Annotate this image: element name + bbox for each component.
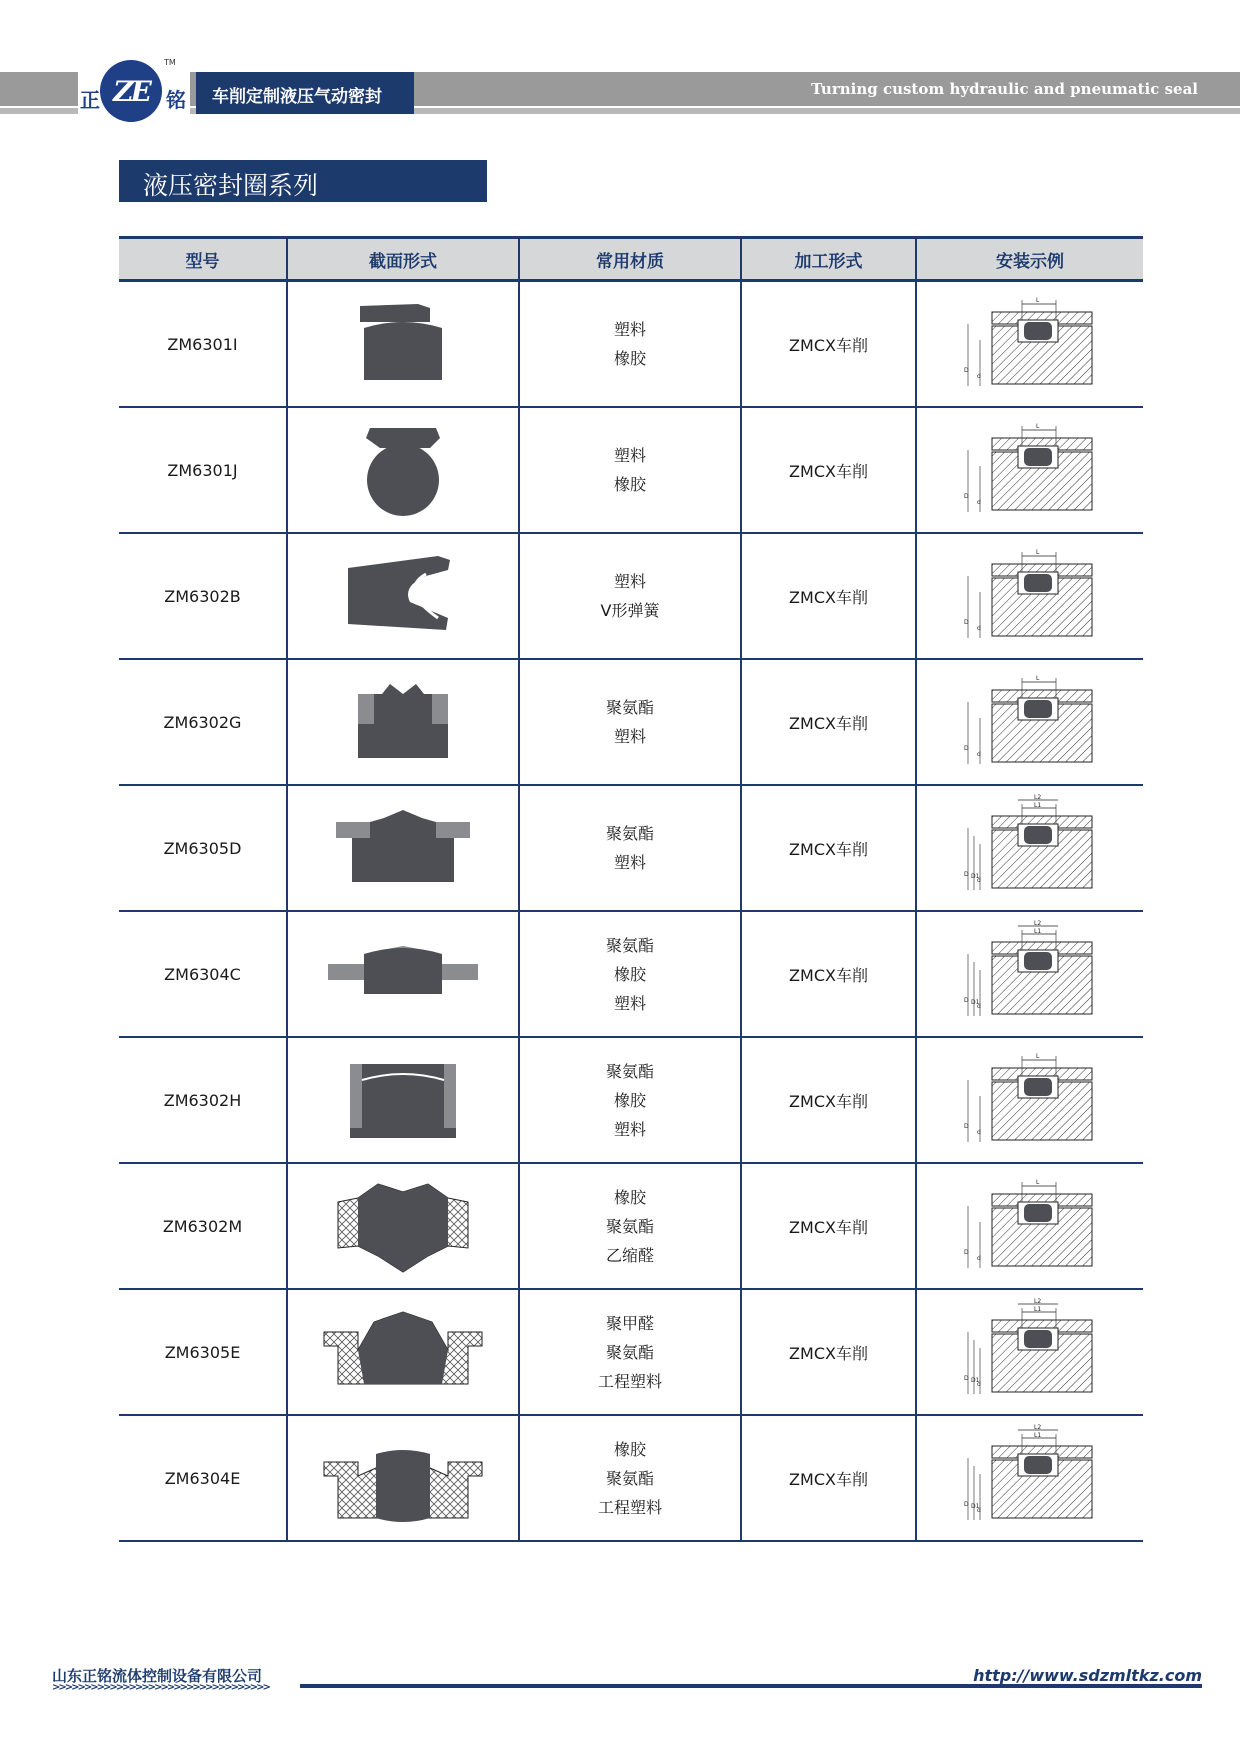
material-item: 塑料: [613, 853, 646, 872]
profile-flanged-crosshatch-icon: [318, 1302, 488, 1402]
install-cell: [916, 281, 1143, 408]
model-cell: ZM6302H: [119, 1037, 287, 1163]
material-item: 聚氨酯: [605, 698, 654, 717]
dimension-label: L1: [1034, 928, 1042, 935]
section-cell: [287, 407, 519, 533]
model-cell: ZM6302G: [119, 659, 287, 785]
profile-wavy-seal-icon: [318, 1428, 488, 1528]
dimension-label: D1: [971, 999, 980, 1006]
dimension-label: D1: [971, 1503, 980, 1510]
process-cell: ZMCX车削: [741, 659, 916, 785]
model-cell: ZM6302B: [119, 533, 287, 659]
process-cell: ZMCX车削: [741, 1037, 916, 1163]
dimension-label: L: [1036, 423, 1040, 430]
dimension-label: L2: [1034, 1298, 1042, 1305]
table-row: [119, 911, 1143, 1037]
dimension-label: d: [977, 1507, 981, 1514]
install-cell: [916, 659, 1143, 785]
footer-chevrons: >>>>>>>>>>>>>>>>>>>>>>>>>>>>>>>>>>: [52, 1682, 269, 1693]
material-item: 塑料: [613, 1119, 646, 1139]
model-cell: ZM6305D: [119, 785, 287, 911]
process-cell: ZMCX车削: [741, 1415, 916, 1541]
material-item: 橡胶: [613, 1090, 646, 1110]
section-cell: [287, 1415, 519, 1541]
install-diagram-icon: [960, 420, 1100, 520]
install-diagram-icon: [960, 1424, 1100, 1528]
install-cell: [916, 911, 1143, 1037]
dimension-label: D: [964, 619, 969, 626]
process-cell: ZMCX车削: [741, 533, 916, 659]
table-row: [119, 1415, 1143, 1541]
install-cell: [916, 1037, 1143, 1163]
section-cell: [287, 785, 519, 911]
profile-flat-flanged-icon: [318, 924, 488, 1024]
material-cell: [519, 911, 741, 1037]
material-item: 塑料: [613, 446, 646, 465]
material-item: 塑料: [613, 727, 646, 746]
material-item: 塑料: [613, 993, 646, 1013]
model-cell: ZM6301J: [119, 407, 287, 533]
dimension-label: L: [1036, 675, 1040, 682]
section-cell: [287, 281, 519, 408]
install-diagram-icon: [960, 294, 1100, 394]
profile-cap-oring-icon: [318, 420, 488, 520]
material-item: 橡胶: [613, 475, 646, 494]
material-cell: [519, 533, 741, 659]
table-row: [119, 281, 1143, 408]
table-header-row: [119, 238, 1143, 281]
dimension-label: D1: [971, 873, 980, 880]
material-item: 橡胶: [613, 964, 646, 984]
profile-flanged-seal-icon: [318, 798, 488, 898]
dimension-label: D: [964, 745, 969, 752]
section-cell: [287, 659, 519, 785]
col-header-material: 常用材质: [519, 238, 741, 281]
install-cell: [916, 1415, 1143, 1541]
install-cell: [916, 785, 1143, 911]
dimension-label: D: [964, 871, 969, 878]
section-cell: [287, 1163, 519, 1289]
section-cell: [287, 1289, 519, 1415]
dimension-label: L2: [1034, 1424, 1042, 1431]
dimension-label: L1: [1034, 1306, 1042, 1313]
material-cell: [519, 1163, 741, 1289]
dimension-label: D: [964, 367, 969, 374]
logo-text-right: 铭: [166, 88, 186, 112]
install-cell: [916, 1289, 1143, 1415]
section-cell: [287, 1037, 519, 1163]
material-item: 聚氨酯: [605, 1061, 654, 1081]
material-item: 橡胶: [613, 349, 646, 368]
material-item: 塑料: [613, 572, 646, 591]
dimension-label: D: [964, 1375, 969, 1382]
profile-spring-seal-icon: [318, 546, 488, 646]
model-cell: ZM6304C: [119, 911, 287, 1037]
process-cell: ZMCX车削: [741, 1289, 916, 1415]
dimension-label: L: [1036, 549, 1040, 556]
logo-text-left: 正: [80, 88, 100, 112]
table-row: [119, 785, 1143, 911]
seal-spec-table: [119, 236, 1143, 1542]
material-item: 聚氨酯: [605, 1468, 654, 1488]
process-cell: ZMCX车削: [741, 1163, 916, 1289]
profile-crosshatch-seal-icon: [318, 1176, 488, 1276]
material-cell: [519, 659, 741, 785]
col-header-install: 安装示例: [916, 238, 1143, 281]
install-diagram-icon: [960, 546, 1100, 646]
material-cell: [519, 407, 741, 533]
dimension-label: d: [977, 751, 981, 758]
process-cell: ZMCX车削: [741, 407, 916, 533]
table-row: [119, 1163, 1143, 1289]
material-cell: [519, 785, 741, 911]
footer-url[interactable]: http://www.sdzmltkz.com: [973, 1666, 1202, 1685]
material-item: 乙缩醛: [605, 1245, 654, 1265]
dimension-label: D: [964, 1501, 969, 1508]
dimension-label: L1: [1034, 802, 1042, 809]
install-diagram-icon: [960, 1050, 1100, 1150]
dimension-label: L2: [1034, 920, 1042, 927]
material-item: 聚氨酯: [605, 1216, 654, 1236]
install-cell: [916, 407, 1143, 533]
process-cell: ZMCX车削: [741, 281, 916, 408]
trademark-mark: TM: [164, 58, 176, 67]
dimension-label: d: [977, 1003, 981, 1010]
model-cell: ZM6305E: [119, 1289, 287, 1415]
header-title-en: Turning custom hydraulic and pneumatic seal: [811, 80, 1198, 98]
dimension-label: D: [964, 1123, 969, 1130]
dimension-label: d: [977, 625, 981, 632]
dimension-label: L1: [1034, 1432, 1042, 1439]
dimension-label: D: [964, 997, 969, 1004]
table-row: [119, 407, 1143, 533]
material-cell: [519, 1415, 741, 1541]
profile-wide-seal-icon: [318, 1050, 488, 1150]
dimension-label: D1: [971, 1377, 980, 1384]
dimension-label: d: [977, 1129, 981, 1136]
section-title: 液压密封圈系列: [143, 171, 319, 200]
table-row: [119, 659, 1143, 785]
material-item: V形弹簧: [600, 601, 660, 620]
material-cell: [519, 1289, 741, 1415]
install-cell: [916, 533, 1143, 659]
dimension-label: L: [1036, 1179, 1040, 1186]
install-diagram-icon: [960, 794, 1100, 898]
material-item: 工程塑料: [597, 1371, 662, 1391]
material-item: 聚甲醛: [605, 1313, 654, 1333]
dimension-label: d: [977, 373, 981, 380]
dimension-label: D: [964, 493, 969, 500]
dimension-label: D: [964, 1249, 969, 1256]
material-item: 橡胶: [613, 1439, 646, 1459]
logo-mark: ZE: [113, 75, 149, 108]
header-title: 车削定制液压气动密封: [212, 87, 382, 107]
dimension-label: d: [977, 499, 981, 506]
model-cell: ZM6301I: [119, 281, 287, 408]
col-header-model: 型号: [119, 238, 287, 281]
material-item: 橡胶: [613, 1187, 646, 1207]
model-cell: ZM6304E: [119, 1415, 287, 1541]
dimension-label: d: [977, 1255, 981, 1262]
table-row: [119, 1289, 1143, 1415]
install-diagram-icon: [960, 672, 1100, 772]
dimension-label: d: [977, 877, 981, 884]
table-row: [119, 1037, 1143, 1163]
table-row: [119, 533, 1143, 659]
dimension-label: L: [1036, 297, 1040, 304]
material-item: 聚氨酯: [605, 1342, 654, 1362]
dimension-label: d: [977, 1381, 981, 1388]
material-cell: [519, 1037, 741, 1163]
install-diagram-icon: [960, 1176, 1100, 1276]
footer-company: 山东正铭流体控制设备有限公司: [52, 1667, 263, 1685]
install-cell: [916, 1163, 1143, 1289]
process-cell: ZMCX车削: [741, 911, 916, 1037]
profile-notched-seal-icon: [318, 672, 488, 772]
material-item: 聚氨酯: [605, 935, 654, 955]
install-diagram-icon: [960, 920, 1100, 1024]
install-diagram-icon: [960, 1298, 1100, 1402]
material-cell: [519, 281, 741, 408]
profile-cap-seal-icon: [318, 294, 488, 394]
material-item: 聚氨酯: [605, 824, 654, 843]
section-cell: [287, 911, 519, 1037]
material-item: 塑料: [613, 320, 646, 339]
material-item: 工程塑料: [597, 1497, 662, 1517]
process-cell: ZMCX车削: [741, 785, 916, 911]
dimension-label: L2: [1034, 794, 1042, 801]
col-header-process: 加工形式: [741, 238, 916, 281]
model-cell: ZM6302M: [119, 1163, 287, 1289]
section-cell: [287, 533, 519, 659]
dimension-label: L: [1036, 1053, 1040, 1060]
col-header-section: 截面形式: [287, 238, 519, 281]
